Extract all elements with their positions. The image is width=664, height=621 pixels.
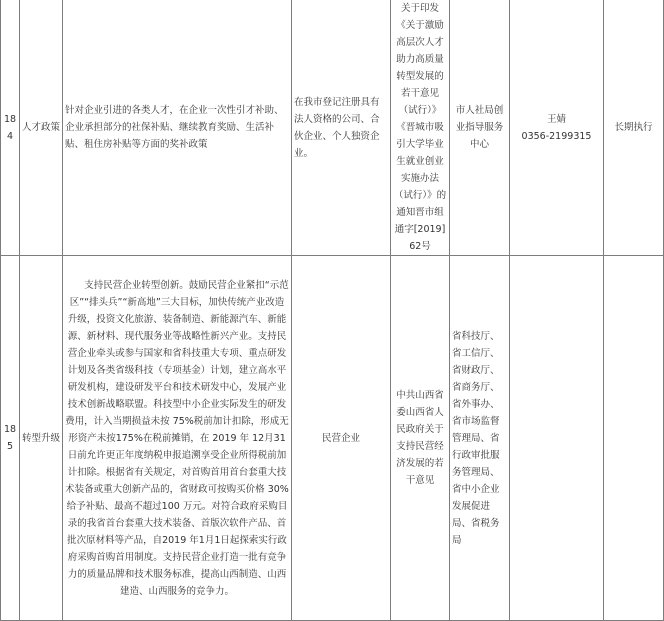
table-row — [1, 256, 664, 621]
policy-department: 市人社局创业指导服务中心 — [450, 0, 510, 256]
policy-target: 民营企业 — [292, 256, 391, 621]
policy-name: 人才政策 — [20, 0, 63, 256]
policy-basis: 中共山西省委山西省人民政府关于支持民营经济发展的若干意见 — [391, 256, 450, 621]
policy-target: 在我市登记注册具有法人资格的公司、合伙企业、个人独资企业。 — [292, 0, 391, 256]
policy-content: 支持民营企业转型创新。鼓励民营企业紧扣“示范区”“排头兵”“新高地”三大目标，加快传统产业改造升级，投资文化旅游、装备制造、新能源汽车、新能源、新材料、现代服务业等战略性新兴产业。支持民营企业牵头或参与国家和省科技重大专项、重点研发计划及各类省级科技（专项基金）计划，建立高水平研发机构，建设研发平台和技术研发中心，发展产业技术创新战略联盟。科技型中小企业实际发生的研发费用，计入当期损益未按 75%税前加计扣除，形成无形资产未按175%在税前摊销，在 2019 年 12月31日前允许更正年度纳税申报追溯享受企业所得税前加计扣除。根据省有关规定，对首购首用首台套重大技术装备或重大创新产品的，省财政可按购买价格 30%给予补贴、最高不超过100 万元。对符合政府采购目录的我省首台套重大技术装备、首版次软件产品、首批次原材料等产品，自2019 年1月1日起探索实行政府采购首购首用制度。支持民营企业打造一批有竞争力的质量品牌和技术服务标准，提高山西制造、山西建造、山西服务的竞争力。 — [63, 256, 292, 621]
row-number: 185 — [1, 256, 20, 621]
table-row — [1, 0, 664, 256]
policy-department: 省科技厅、省工信厅、省财政厅、省商务厅、省外事办、省市场监督管理局、省行政审批服务管理局、省中小企业发展促进局、省税务局 — [450, 256, 510, 621]
policy-name: 转型升级 — [20, 256, 63, 621]
row-number: 184 — [1, 0, 20, 256]
policy-contact — [510, 256, 604, 621]
policy-basis: 关于印发《关于激励高层次人才助力高质量转型发展的若干意见（试行）》《晋城市吸引大学毕业生就业创业实施办法（试行）》的通知晋市组通字[2019]62号 — [391, 0, 450, 256]
policy-content: 针对企业引进的各类人才，在企业一次性引才补助、企业承担部分的社保补贴、继续教育奖励、生活补贴、租住房补贴等方面的奖补政策 — [63, 0, 292, 256]
policy-contact — [510, 0, 604, 256]
contact-phone: 0356-2199315 — [521, 130, 592, 142]
policy-period: 长期执行 — [604, 0, 664, 256]
contact-name: 王婧 — [546, 113, 566, 125]
policy-period — [604, 256, 664, 621]
